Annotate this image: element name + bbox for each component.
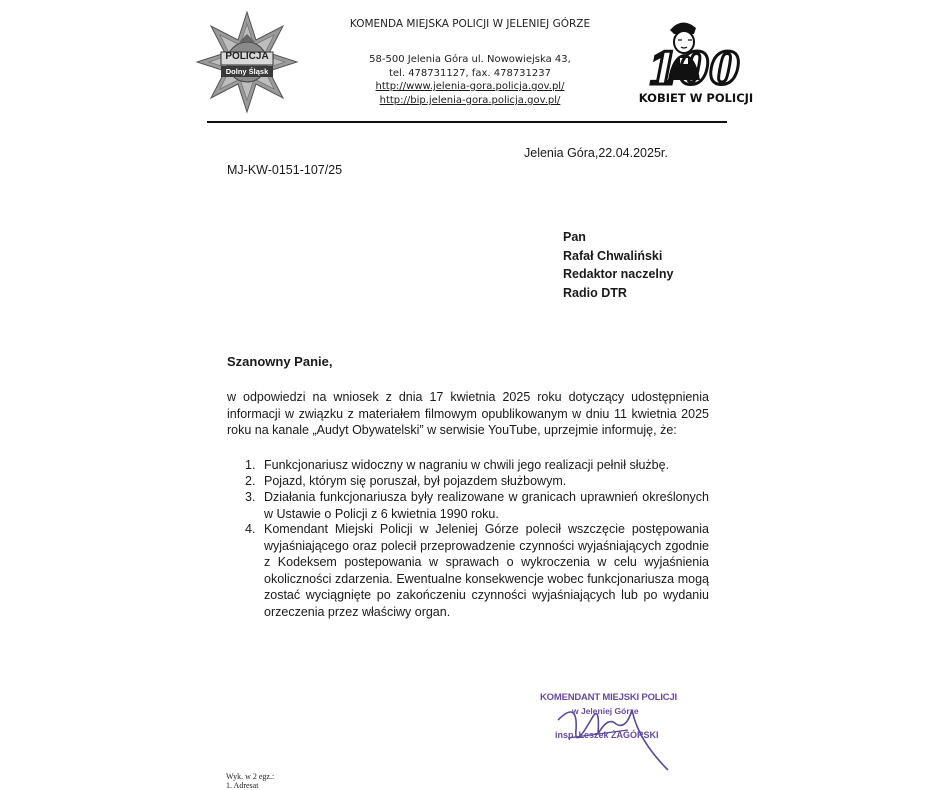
reference-number: MJ-KW-0151-107/25 bbox=[227, 163, 343, 177]
handwritten-signature bbox=[548, 690, 688, 774]
list-item bbox=[245, 489, 709, 522]
place-date: Jelenia Góra,22.04.2025r. bbox=[524, 146, 668, 160]
recipient-organization: Radio DTR bbox=[563, 285, 627, 300]
anniversary-logo bbox=[634, 14, 758, 106]
website-link[interactable]: http://www.jelenia-gora.policja.gov.pl/ bbox=[375, 81, 565, 92]
stamp-line-title: KOMENDANT MIEJSKI POLICJI bbox=[540, 692, 677, 703]
badge-bottom-text: Dolny Śląsk bbox=[225, 67, 269, 76]
salutation: Szanowny Panie, bbox=[227, 354, 333, 369]
organization-name: KOMENDA MIEJSKA POLICJI W JELENIEJ GÓRZE bbox=[349, 18, 591, 30]
list-item bbox=[245, 457, 709, 474]
list-item bbox=[245, 521, 709, 620]
badge-top-text: POLICJA bbox=[225, 51, 269, 62]
recipient-block bbox=[563, 228, 673, 302]
phone-fax-line: tel. 478731127, fax. 478731237 bbox=[388, 68, 551, 79]
list-item-text: Funkcjonariusz widoczny w nagraniu w chwili jego realizacji pełnił służbę. bbox=[264, 458, 670, 472]
anniversary-number: 100 bbox=[648, 44, 740, 95]
list-item-text: Pojazd, którym się poruszał, był pojazdem służbowym. bbox=[264, 474, 567, 488]
list-item-text: Komendant Miejski Policji w Jeleniej Górze polecił wszczęcie postępowania wyjaśniającego oraz polecił przeprowadzenie czynności wyjaśniających zgodnie z Kodeksem postepowania w sprawach o wykroczenia w celu wyjaśnienia okoliczności zdarzenia. Ewentualne konsekwencje wobec funkcjonariusza mogą zostać wyciągnięte po zakończeniu czynności wyjaśniających lub po wydaniu orzeczenia przez właściwy organ. bbox=[264, 522, 709, 619]
list-item-number: 3. bbox=[245, 490, 256, 504]
list-item bbox=[245, 473, 709, 490]
list-item-number: 4. bbox=[245, 522, 256, 536]
recipient-position: Redaktor naczelny bbox=[563, 267, 674, 281]
list-item-number: 1. bbox=[245, 458, 256, 472]
list-item-number: 2. bbox=[245, 474, 256, 488]
police-badge-logo bbox=[195, 10, 299, 114]
recipient-title: Pan bbox=[563, 230, 586, 244]
stamp-line-name: insp. Leszek ŻAGÓRSKI bbox=[555, 730, 659, 740]
footer-recipient: 1. Adresat bbox=[226, 781, 259, 790]
recipient-name: Rafał Chwaliński bbox=[563, 248, 663, 263]
intro-paragraph: w odpowiedzi na wniosek z dnia 17 kwietnia 2025 roku dotyczący udostępnienia informacji w związku z materiałem filmowym opublikowanym w dniu 11 kwietnia 2025 roku na kanale „Audyt Obywatelski” w serwisie YouTube, uprzejmie informuję, że: bbox=[227, 390, 709, 437]
footer-copies: Wyk. w 2 egz.: bbox=[226, 772, 275, 781]
list-item-text: Działania funkcjonariusza były realizowane w granicach uprawnień określonych w Ustawie o Policji z 6 kwietnia 1990 roku. bbox=[264, 490, 709, 521]
bip-link[interactable]: http://bip.jelenia-gora.policja.gov.pl/ bbox=[379, 95, 561, 106]
stamp-line-city: w Jeleniej Górze bbox=[572, 706, 639, 716]
header-divider bbox=[207, 121, 727, 123]
address-line: 58-500 Jelenia Góra ul. Nowowiejska 43, bbox=[369, 54, 571, 65]
anniversary-caption: KOBIET W POLICJI bbox=[638, 91, 754, 105]
